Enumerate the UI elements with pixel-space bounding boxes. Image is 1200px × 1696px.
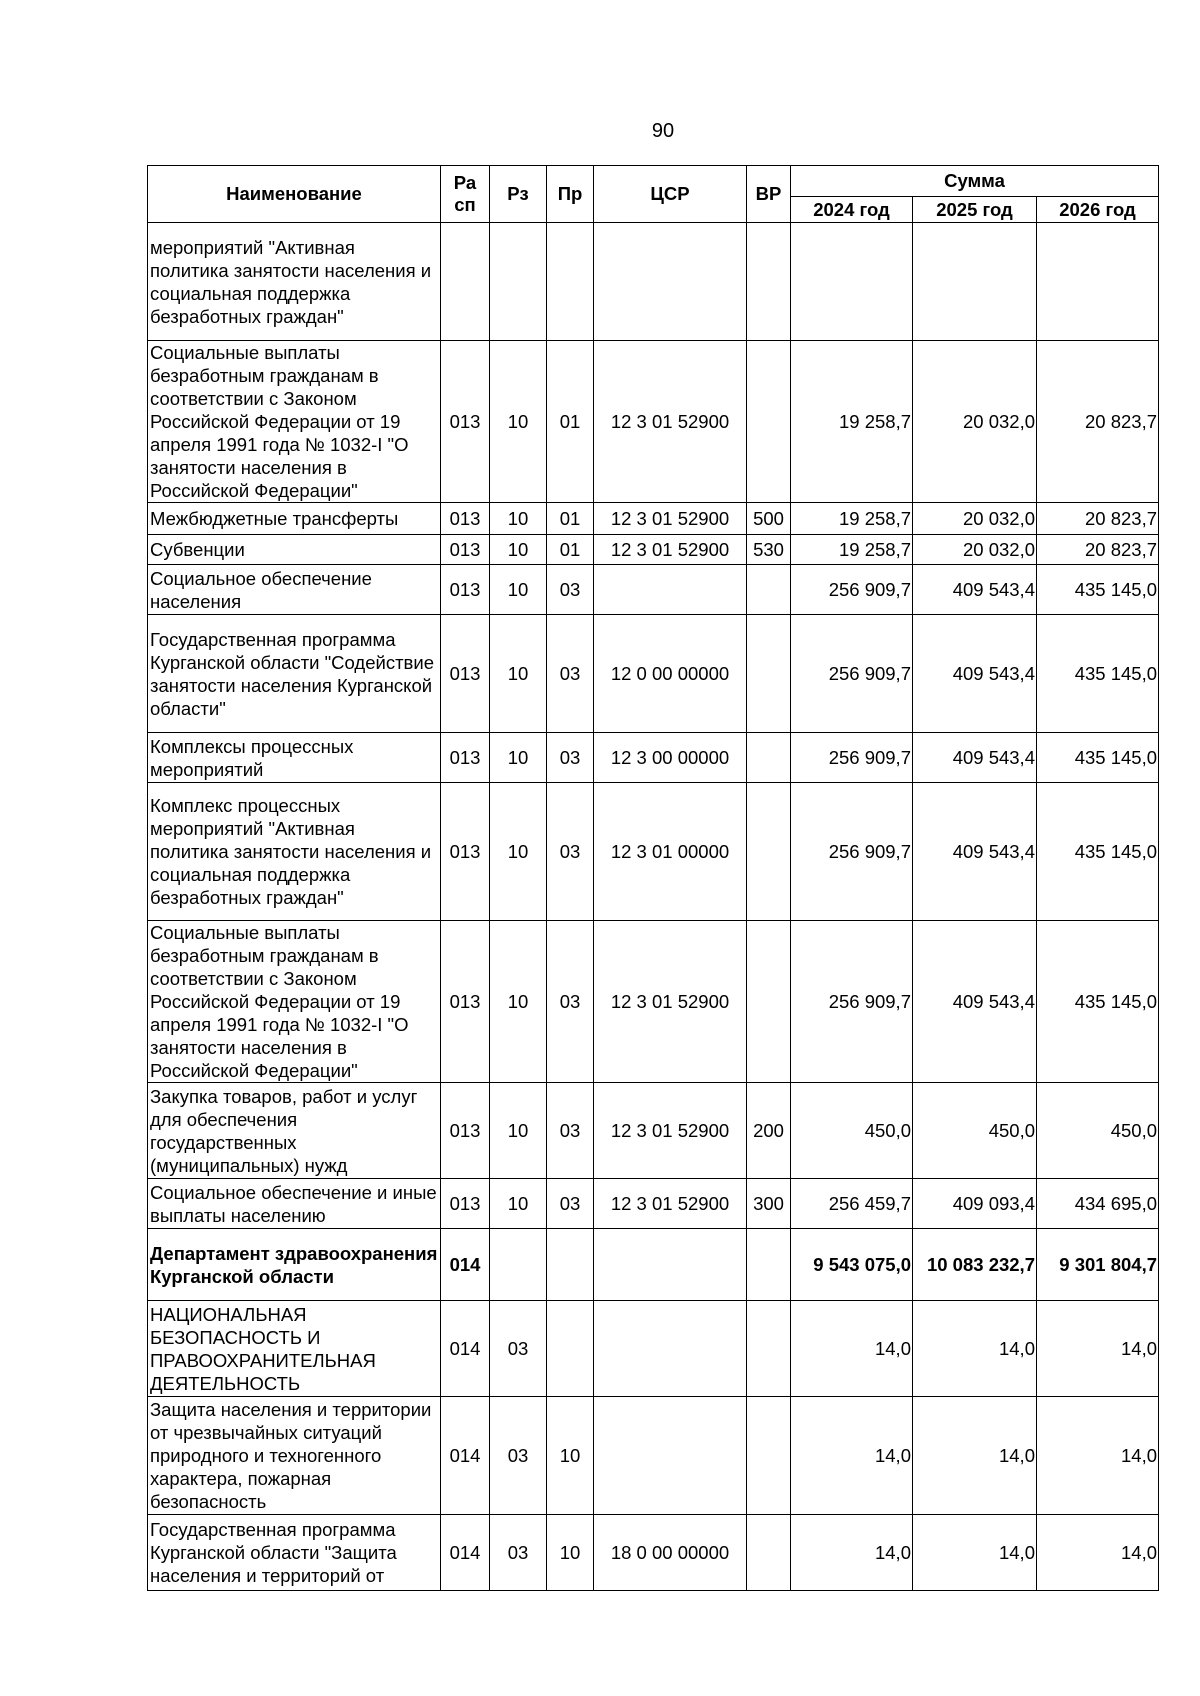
cell-amount-2025: 409 543,4 bbox=[913, 921, 1037, 1083]
cell-amount-2025: 409 543,4 bbox=[913, 615, 1037, 733]
cell-rz: 10 bbox=[490, 1083, 547, 1179]
cell-pr: 03 bbox=[547, 615, 594, 733]
cell-amount-2026: 20 823,7 bbox=[1037, 341, 1159, 503]
header-vr: ВР bbox=[747, 166, 791, 223]
cell-amount-2026: 435 145,0 bbox=[1037, 733, 1159, 783]
cell-name: Закупка товаров, работ и услуг для обеспечения государственных (муниципальных) нужд bbox=[148, 1083, 441, 1179]
header-rasp: Ра сп bbox=[441, 166, 490, 223]
cell-rz: 03 bbox=[490, 1301, 547, 1397]
cell-rasp: 013 bbox=[441, 535, 490, 565]
cell-amount-2024: 9 543 075,0 bbox=[791, 1229, 913, 1301]
cell-amount-2025: 409 543,4 bbox=[913, 733, 1037, 783]
cell-rasp: 014 bbox=[441, 1229, 490, 1301]
cell-vr bbox=[747, 565, 791, 615]
cell-pr bbox=[547, 1229, 594, 1301]
table-row bbox=[148, 1397, 1159, 1515]
table-row bbox=[148, 1515, 1159, 1591]
cell-amount-2024: 256 909,7 bbox=[791, 733, 913, 783]
cell-csr: 12 3 01 52900 bbox=[594, 341, 747, 503]
cell-csr: 12 0 00 00000 bbox=[594, 615, 747, 733]
cell-pr: 01 bbox=[547, 503, 594, 535]
cell-amount-2026: 435 145,0 bbox=[1037, 783, 1159, 921]
header-pr: Пр bbox=[547, 166, 594, 223]
cell-name: Социальные выплаты безработным гражданам в соответствии с Законом Российской Федерации от 19 апреля 1991 года № 1032-I "О занятости населения в Российской Федерации" bbox=[148, 921, 441, 1083]
cell-name: Межбюджетные трансферты bbox=[148, 503, 441, 535]
table-row bbox=[148, 783, 1159, 921]
cell-vr bbox=[747, 733, 791, 783]
table-row bbox=[148, 223, 1159, 341]
cell-amount-2026: 14,0 bbox=[1037, 1397, 1159, 1515]
header-year-2025: 2025 год bbox=[913, 197, 1037, 223]
cell-amount-2024: 14,0 bbox=[791, 1301, 913, 1397]
cell-vr: 200 bbox=[747, 1083, 791, 1179]
cell-rasp: 013 bbox=[441, 565, 490, 615]
cell-rasp: 013 bbox=[441, 733, 490, 783]
cell-vr bbox=[747, 921, 791, 1083]
cell-csr bbox=[594, 1301, 747, 1397]
cell-amount-2026: 434 695,0 bbox=[1037, 1179, 1159, 1229]
cell-vr bbox=[747, 1515, 791, 1591]
cell-rz bbox=[490, 1229, 547, 1301]
cell-rasp: 013 bbox=[441, 921, 490, 1083]
cell-csr: 12 3 01 52900 bbox=[594, 1179, 747, 1229]
cell-name: Государственная программа Курганской области "Защита населения и территорий от bbox=[148, 1515, 441, 1591]
cell-amount-2024: 19 258,7 bbox=[791, 503, 913, 535]
cell-rz: 10 bbox=[490, 921, 547, 1083]
table-row bbox=[148, 921, 1159, 1083]
cell-amount-2024: 256 909,7 bbox=[791, 615, 913, 733]
cell-rz: 10 bbox=[490, 733, 547, 783]
cell-amount-2026: 435 145,0 bbox=[1037, 615, 1159, 733]
cell-vr: 500 bbox=[747, 503, 791, 535]
budget-table bbox=[147, 165, 1159, 1591]
cell-pr: 01 bbox=[547, 341, 594, 503]
cell-amount-2024: 256 909,7 bbox=[791, 565, 913, 615]
cell-amount-2024: 19 258,7 bbox=[791, 341, 913, 503]
table-row bbox=[148, 1229, 1159, 1301]
cell-csr: 12 3 01 52900 bbox=[594, 1083, 747, 1179]
cell-name: Комплекс процессных мероприятий "Активная политика занятости населения и социальная поддержка безработных граждан" bbox=[148, 783, 441, 921]
table-row bbox=[148, 733, 1159, 783]
cell-amount-2026: 450,0 bbox=[1037, 1083, 1159, 1179]
cell-pr: 01 bbox=[547, 535, 594, 565]
cell-vr bbox=[747, 783, 791, 921]
header-year-2024: 2024 год bbox=[791, 197, 913, 223]
cell-amount-2024: 450,0 bbox=[791, 1083, 913, 1179]
cell-pr: 03 bbox=[547, 1083, 594, 1179]
table-row bbox=[148, 535, 1159, 565]
cell-amount-2024 bbox=[791, 223, 913, 341]
cell-name: Департамент здравоохранения Курганской области bbox=[148, 1229, 441, 1301]
cell-amount-2025: 14,0 bbox=[913, 1397, 1037, 1515]
cell-pr: 03 bbox=[547, 733, 594, 783]
cell-rz: 10 bbox=[490, 565, 547, 615]
cell-rasp: 013 bbox=[441, 783, 490, 921]
cell-amount-2026 bbox=[1037, 223, 1159, 341]
cell-rasp: 013 bbox=[441, 1179, 490, 1229]
cell-amount-2025: 14,0 bbox=[913, 1515, 1037, 1591]
table-row bbox=[148, 565, 1159, 615]
cell-amount-2026: 435 145,0 bbox=[1037, 565, 1159, 615]
cell-amount-2024: 14,0 bbox=[791, 1515, 913, 1591]
cell-pr: 03 bbox=[547, 783, 594, 921]
cell-amount-2026: 20 823,7 bbox=[1037, 503, 1159, 535]
cell-amount-2025: 409 543,4 bbox=[913, 565, 1037, 615]
cell-amount-2026: 435 145,0 bbox=[1037, 921, 1159, 1083]
cell-pr bbox=[547, 1301, 594, 1397]
cell-amount-2025: 450,0 bbox=[913, 1083, 1037, 1179]
table-row bbox=[148, 615, 1159, 733]
cell-name: Защита населения и территории от чрезвычайных ситуаций природного и техногенного характера, пожарная безопасность bbox=[148, 1397, 441, 1515]
cell-amount-2024: 19 258,7 bbox=[791, 535, 913, 565]
table-header bbox=[148, 166, 1159, 223]
cell-rz bbox=[490, 223, 547, 341]
cell-pr bbox=[547, 223, 594, 341]
cell-amount-2025: 14,0 bbox=[913, 1301, 1037, 1397]
cell-rz: 10 bbox=[490, 1179, 547, 1229]
table-row bbox=[148, 503, 1159, 535]
cell-rz: 03 bbox=[490, 1397, 547, 1515]
cell-pr: 03 bbox=[547, 1179, 594, 1229]
cell-name: Социальные выплаты безработным гражданам в соответствии с Законом Российской Федерации от 19 апреля 1991 года № 1032-I "О занятости населения в Российской Федерации" bbox=[148, 341, 441, 503]
cell-vr bbox=[747, 1397, 791, 1515]
cell-rasp: 013 bbox=[441, 615, 490, 733]
cell-amount-2026: 14,0 bbox=[1037, 1515, 1159, 1591]
cell-rz: 10 bbox=[490, 503, 547, 535]
cell-csr bbox=[594, 565, 747, 615]
cell-csr: 12 3 00 00000 bbox=[594, 733, 747, 783]
cell-amount-2025: 409 093,4 bbox=[913, 1179, 1037, 1229]
cell-vr bbox=[747, 223, 791, 341]
cell-vr: 530 bbox=[747, 535, 791, 565]
table-row bbox=[148, 1301, 1159, 1397]
cell-amount-2025: 20 032,0 bbox=[913, 503, 1037, 535]
cell-pr: 03 bbox=[547, 921, 594, 1083]
cell-rz: 10 bbox=[490, 783, 547, 921]
cell-amount-2024: 14,0 bbox=[791, 1397, 913, 1515]
cell-csr bbox=[594, 223, 747, 341]
cell-amount-2025 bbox=[913, 223, 1037, 341]
cell-rasp bbox=[441, 223, 490, 341]
cell-name: Государственная программа Курганской области "Содействие занятости населения Курганской области" bbox=[148, 615, 441, 733]
cell-csr: 12 3 01 52900 bbox=[594, 921, 747, 1083]
cell-csr: 18 0 00 00000 bbox=[594, 1515, 747, 1591]
page-number: 90 bbox=[651, 120, 675, 142]
cell-rasp: 014 bbox=[441, 1515, 490, 1591]
table-row bbox=[148, 341, 1159, 503]
cell-rasp: 013 bbox=[441, 1083, 490, 1179]
header-name: Наименование bbox=[148, 166, 441, 223]
cell-pr: 10 bbox=[547, 1515, 594, 1591]
cell-amount-2026: 9 301 804,7 bbox=[1037, 1229, 1159, 1301]
table-row bbox=[148, 1083, 1159, 1179]
cell-rz: 03 bbox=[490, 1515, 547, 1591]
cell-amount-2024: 256 909,7 bbox=[791, 783, 913, 921]
cell-vr bbox=[747, 1229, 791, 1301]
table-body bbox=[148, 223, 1159, 1591]
cell-csr bbox=[594, 1397, 747, 1515]
cell-name: Комплексы процессных мероприятий bbox=[148, 733, 441, 783]
header-rz: Рз bbox=[490, 166, 547, 223]
cell-amount-2026: 14,0 bbox=[1037, 1301, 1159, 1397]
table-row bbox=[148, 1179, 1159, 1229]
cell-amount-2025: 10 083 232,7 bbox=[913, 1229, 1037, 1301]
cell-rz: 10 bbox=[490, 535, 547, 565]
cell-name: Социальное обеспечение населения bbox=[148, 565, 441, 615]
cell-pr: 10 bbox=[547, 1397, 594, 1515]
cell-rasp: 013 bbox=[441, 341, 490, 503]
cell-name: Социальное обеспечение и иные выплаты населению bbox=[148, 1179, 441, 1229]
cell-amount-2025: 20 032,0 bbox=[913, 341, 1037, 503]
cell-amount-2026: 20 823,7 bbox=[1037, 535, 1159, 565]
cell-csr: 12 3 01 00000 bbox=[594, 783, 747, 921]
cell-rasp: 014 bbox=[441, 1397, 490, 1515]
cell-pr: 03 bbox=[547, 565, 594, 615]
cell-csr bbox=[594, 1229, 747, 1301]
cell-vr bbox=[747, 615, 791, 733]
cell-name: Субвенции bbox=[148, 535, 441, 565]
cell-rz: 10 bbox=[490, 615, 547, 733]
cell-amount-2025: 20 032,0 bbox=[913, 535, 1037, 565]
cell-vr bbox=[747, 341, 791, 503]
header-year-2026: 2026 год bbox=[1037, 197, 1159, 223]
cell-vr: 300 bbox=[747, 1179, 791, 1229]
cell-rz: 10 bbox=[490, 341, 547, 503]
cell-amount-2025: 409 543,4 bbox=[913, 783, 1037, 921]
header-csr: ЦСР bbox=[594, 166, 747, 223]
cell-name: НАЦИОНАЛЬНАЯ БЕЗОПАСНОСТЬ И ПРАВООХРАНИТЕЛЬНАЯ ДЕЯТЕЛЬНОСТЬ bbox=[148, 1301, 441, 1397]
cell-rasp: 014 bbox=[441, 1301, 490, 1397]
cell-csr: 12 3 01 52900 bbox=[594, 535, 747, 565]
cell-amount-2024: 256 909,7 bbox=[791, 921, 913, 1083]
cell-name: мероприятий "Активная политика занятости населения и социальная поддержка безработных граждан" bbox=[148, 223, 441, 341]
cell-csr: 12 3 01 52900 bbox=[594, 503, 747, 535]
header-summa: Сумма bbox=[791, 166, 1159, 197]
cell-vr bbox=[747, 1301, 791, 1397]
cell-rasp: 013 bbox=[441, 503, 490, 535]
cell-amount-2024: 256 459,7 bbox=[791, 1179, 913, 1229]
